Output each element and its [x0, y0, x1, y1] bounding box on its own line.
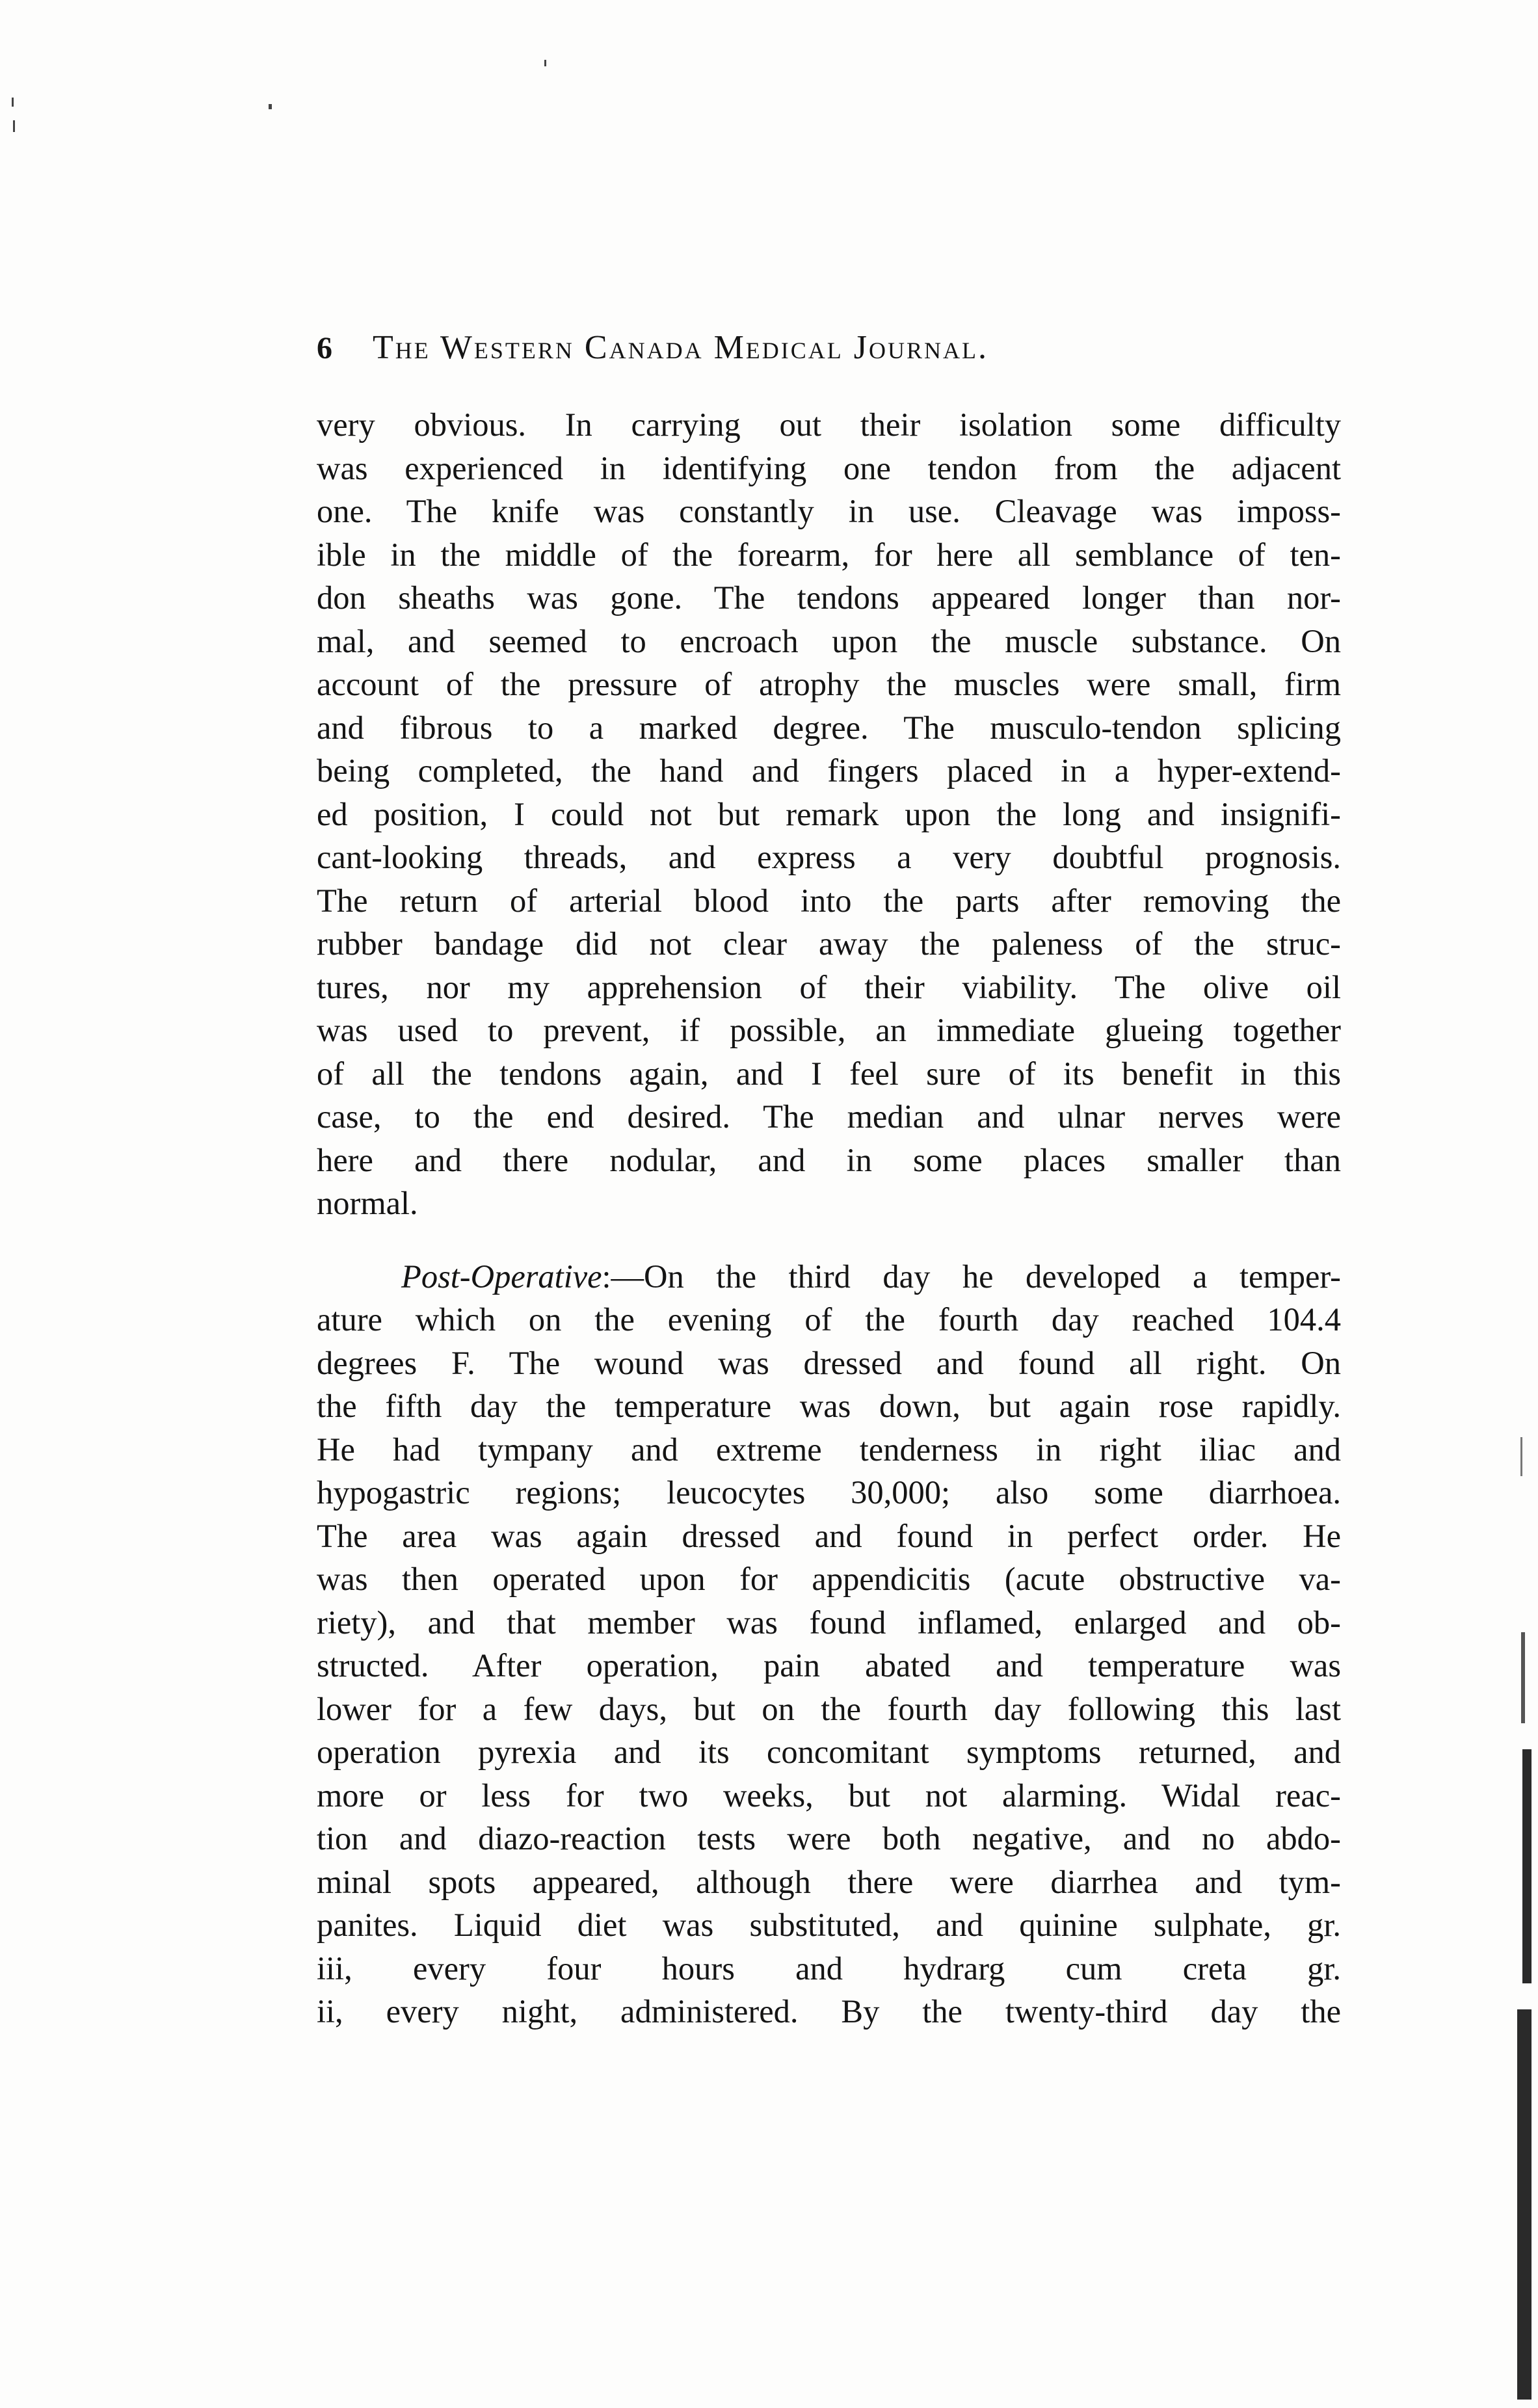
page-number: 6 [317, 331, 332, 365]
text-line: was experienced in identifying one tendon from the adjacent [317, 449, 1341, 486]
text-line [317, 1255, 1341, 1299]
text-line: account of the pressure of atrophy the muscles were small, firm [317, 666, 1341, 702]
lead-line-text: :—On the third day he developed a temper- [602, 1258, 1341, 1295]
text-line: iii, every four hours and hydrarg cum creta gr. [317, 1950, 1341, 1987]
text-line: lower for a few days, but on the fourth day following this last [317, 1690, 1341, 1727]
text-line: one. The knife was constantly in use. Cleavage was imposs- [317, 493, 1341, 529]
text-line: ible in the middle of the forearm, for here all semblance of ten- [317, 536, 1341, 573]
scan-speck [12, 98, 14, 107]
text-line: more or less for two weeks, but not alarming. Widal reac- [317, 1777, 1341, 1814]
text-line: The area was again dressed and found in perfect order. He [317, 1517, 1341, 1554]
text-line: hypogastric regions; leucocytes 30,000; also some diarrhoea. [317, 1474, 1341, 1511]
text-line: and fibrous to a marked degree. The musculo-tendon splicing [317, 709, 1341, 746]
text-line: very obvious. In carrying out their isolation some difficulty [317, 406, 1341, 443]
scan-speck [269, 104, 272, 109]
paragraph-post-operative [317, 1255, 1341, 2033]
text-line: minal spots appeared, although there were diarrhea and tym- [317, 1863, 1341, 1900]
text-line: cant-looking threads, and express a very doubtful prognosis. [317, 839, 1341, 875]
text-line: mal, and seemed to encroach upon the muscle substance. On [317, 622, 1341, 659]
text-line: was then operated upon for appendicitis (acute obstructive va- [317, 1561, 1341, 1597]
scan-binding-edge [1512, 1437, 1531, 2406]
text-line: ii, every night, administered. By the twenty-third day the [317, 1993, 1341, 2030]
text-line: rubber bandage did not clear away the paleness of the struc- [317, 925, 1341, 962]
page-header [317, 328, 1357, 380]
text-line: was used to prevent, if possible, an immediate glueing together [317, 1012, 1341, 1048]
text-line: of all the tendons again, and I feel sure of its benefit in this [317, 1055, 1341, 1092]
section-heading-post-operative: Post-Operative [401, 1258, 602, 1295]
text-line: The return of arterial blood into the parts after removing the [317, 882, 1341, 919]
scan-speck [544, 60, 546, 66]
text-line: ed position, I could not but remark upon the long and insignifi- [317, 795, 1341, 832]
text-line: degrees F. The wound was dressed and found all right. On [317, 1344, 1341, 1381]
text-line: operation pyrexia and its concomitant symptoms returned, and [317, 1734, 1341, 1770]
text-line: structed. After operation, pain abated and temperature was [317, 1647, 1341, 1684]
article-body [317, 403, 1341, 2033]
text-line: being completed, the hand and fingers placed in a hyper-extend- [317, 752, 1341, 789]
text-line: ature which on the evening of the fourth day reached 104.4 [317, 1301, 1341, 1338]
running-head: The Western Canada Medical Journal. [373, 329, 989, 366]
text-line: panites. Liquid diet was substituted, and quinine sulphate, gr. [317, 1907, 1341, 1943]
paragraph-gap [317, 1225, 1341, 1255]
text-line: don sheaths was gone. The tendons appeared longer than nor- [317, 579, 1341, 616]
text-line: case, to the end desired. The median and ulnar nerves were [317, 1098, 1341, 1135]
text-line: the fifth day the temperature was down, but again rose rapidly. [317, 1388, 1341, 1424]
text-line: tion and diazo-reaction tests were both negative, and no abdo- [317, 1820, 1341, 1857]
scan-speck [13, 120, 15, 132]
text-line: here and there nodular, and in some places smaller than [317, 1141, 1341, 1178]
text-line: tures, nor my apprehension of their viability. The olive oil [317, 968, 1341, 1005]
text-line: riety), and that member was found inflamed, enlarged and ob- [317, 1604, 1341, 1641]
text-line: normal. [317, 1185, 418, 1221]
paragraph-tendon-surgery [317, 403, 1341, 1225]
text-line: He had tympany and extreme tenderness in right iliac and [317, 1431, 1341, 1468]
